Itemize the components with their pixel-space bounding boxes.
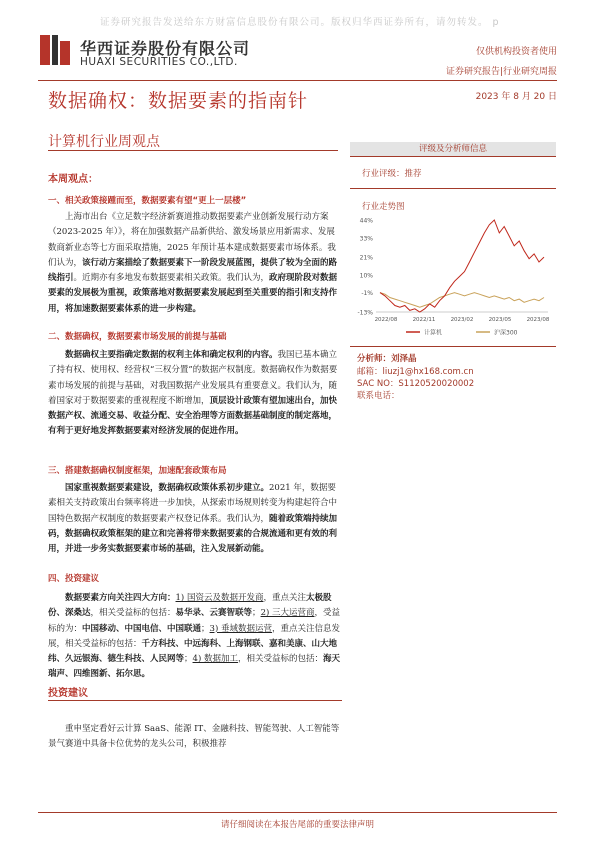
section-view-heading: 本周观点： bbox=[48, 174, 98, 185]
y-tick-label: 44% bbox=[359, 217, 373, 225]
heading-2: 二、数据确权，数据要素市场发展的前提与基础 bbox=[48, 332, 227, 342]
advice-heading: 投资建议 bbox=[48, 688, 88, 699]
trend-chart-title: 行业走势图 bbox=[362, 202, 405, 212]
company-name-en: HUAXI SECURITIES CO.,LTD. bbox=[80, 56, 238, 68]
legend-label: 计算机 bbox=[424, 329, 443, 337]
y-tick-label: 33% bbox=[359, 235, 373, 243]
x-tick-label: 2023/02 bbox=[450, 317, 474, 323]
sidebar-rule-bottom bbox=[350, 346, 556, 347]
heading-1: 一、相关政策接踵而至，数据要素有望“更上一层楼” bbox=[48, 196, 247, 206]
x-tick-label: 2023/05 bbox=[488, 317, 512, 323]
x-tick-label: 2022/11 bbox=[412, 317, 436, 323]
y-tick-label: 21% bbox=[359, 254, 373, 262]
y-tick-label: -1% bbox=[361, 290, 373, 298]
sidebar-header: 评级及分析师信息 bbox=[350, 142, 556, 156]
heading-3: 三、搭建数据确权制度框架，加速配套政策布局 bbox=[48, 466, 227, 476]
audience-tag: 仅供机构投资者使用 bbox=[475, 47, 557, 57]
analyst-phone: 联系电话： bbox=[357, 391, 400, 401]
paragraph-1: 上海市出台《立足数字经济新赛道推动数据要素产业创新发展行动方案（2023-2025 年）》，将在加强数据产品新供给、激发场景应用新需求、发展数商新业态等七方面采取措施，2025 年预计基本建成数据要素市场体系。我们认为，该行动方案描绘了数据要素下一阶段发展蓝图，提供了较为全面的路线指引。近期亦有多地发布数据要素相关政策。我们认为，政府现阶段对数据要素的发展极为重视，政策落地对数据要素发展起到至关重要的指引和支持作用，将加速数据要素体系的进一步构建。 bbox=[48, 212, 338, 314]
heading-4: 四、投资建议 bbox=[48, 574, 100, 584]
report-type-tag: 证券研究报告|行业研究周报 bbox=[445, 67, 557, 77]
industry-trend-chart bbox=[350, 214, 556, 342]
paragraph-3: 国家重视数据要素建设，数据确权政策体系初步建立。2021 年，数据要素相关支持政策出台频率将进一步加快，从探索市场规则转变为构建起符合中国特色数据产权制度的数据要素产权登记体系。我们认为，随着政策端持续加码，数据确权政策框架的建立和完善将带来数据要素的合规流通和更有效的利用，并进一步务实数据要素市场的基础，注入发展新动能。 bbox=[48, 483, 338, 555]
y-tick-label: 10% bbox=[359, 272, 373, 280]
analyst-email: 邮箱：liuzj1@hx168.com.cn bbox=[357, 367, 474, 377]
report-date: 2023 年 8 月 20 日 bbox=[475, 92, 557, 102]
series-line bbox=[380, 293, 544, 308]
y-tick-label: -13% bbox=[357, 309, 373, 317]
advice-paragraph: 重申坚定看好云计算 SaaS、能源 IT、金融科技、智能驾驶、人工智能等景气赛道中具备卡位优势的龙头公司，积极推荐 bbox=[48, 724, 340, 750]
industry-rating: 行业评级：推荐 bbox=[362, 169, 422, 179]
report-subtitle: 计算机行业周观点 bbox=[48, 134, 160, 150]
x-tick-label: 2023/08 bbox=[526, 317, 550, 323]
footer-disclaimer: 请仔细阅读在本报告尾部的重要法律声明 bbox=[220, 820, 374, 830]
company-name-cn: 华西证券股份有限公司 bbox=[80, 39, 251, 58]
watermark: 证券研究报告发送给东方财富信息股份有限公司。版权归华西证券所有，请勿转发。 p bbox=[100, 17, 500, 28]
huaxi-logo bbox=[38, 33, 72, 67]
advice-rule bbox=[48, 700, 342, 701]
x-tick-label: 2022/08 bbox=[374, 317, 398, 323]
legend-label: 沪深300 bbox=[494, 329, 518, 337]
sidebar-rule-top bbox=[350, 156, 556, 157]
paragraph-4: 数据要素方向关注四大方向：1) 国资云及数据开发商，重点关注太极股份、深桑达，相关受益标的包括：易华录、云赛智联等；2) 三大运营商，受益标的为：中国移动、中国电信、中国联通；3) 垂域数据运营，重点关注信息发展，相关受益标的包括：千方科技、中远海科、上海钢联、嘉和美康、山大地纬、久远银海、德生科技、人民网等；4) 数据加工，相关受益标的包括：海天瑞声、四维图新、拓尔思。 bbox=[48, 593, 341, 680]
analyst-name: 分析师：刘泽晶 bbox=[357, 354, 417, 364]
series-line bbox=[380, 220, 544, 312]
footer-rule bbox=[38, 812, 557, 813]
analyst-sac: SAC NO：S1120520020002 bbox=[357, 379, 475, 389]
sidebar-rule-mid bbox=[350, 188, 556, 189]
paragraph-2: 数据确权主要指确定数据的权利主体和确定权利的内容。我国已基本确立了持有权、使用权、经营权“三权分置”的数据产权制度。数据确权作为数据要素市场发展的前提与基础，对我国数据产业发展具有重要意义。我们认为，随着国家对于数据要素的重视程度不断增加，顶层设计政策有望加速出台，加快数据产权、流通交易、收益分配、安全治理等方面数据基础制度的制定落地，有利于更好地发挥数据要素对经济发展的促进作用。 bbox=[48, 350, 338, 437]
header-rule bbox=[38, 80, 557, 81]
subtitle-rule bbox=[48, 150, 338, 151]
report-title: 数据确权：数据要素的指南针 bbox=[48, 90, 309, 112]
